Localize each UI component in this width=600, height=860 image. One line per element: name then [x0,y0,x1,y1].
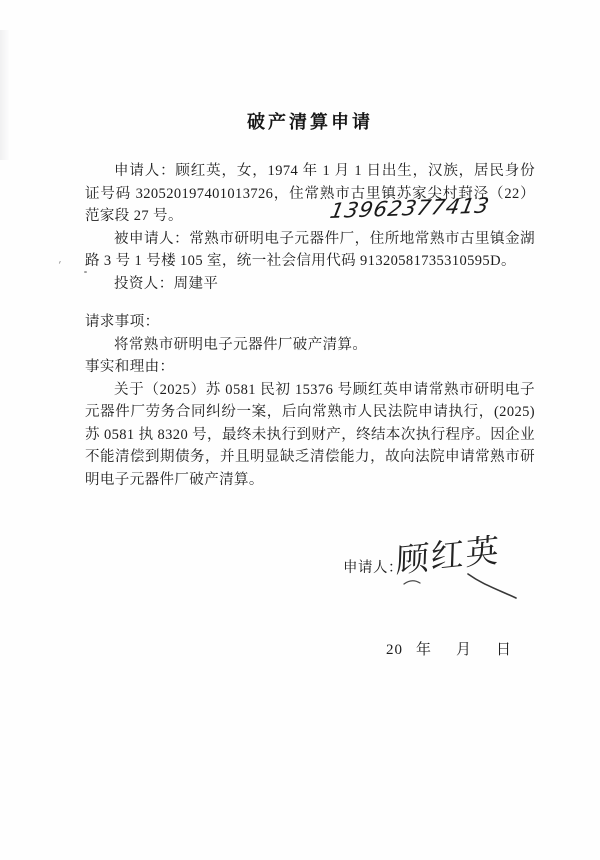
handwritten-signature: 顾红英 [395,533,502,581]
date-line [386,638,512,659]
handwritten-phone-number: 13962377413 [328,193,492,223]
scan-edge-smudge [0,30,10,160]
facts-heading: 事实和理由： [85,359,175,375]
scan-artifact-mark: ʹ [56,257,63,273]
request-heading: 请求事项： [85,314,160,330]
applicant-paragraph: 申请人：顾红英，女，1974 年 1 月 1 日出生，汉族，居民身份证号码 320520197401013726，住常熟市古里镇苏家尖村葑泾（22）范家段 27 号。 [85,163,535,224]
date-year-prefix: 20 [386,642,403,658]
date-month-label: 月 [456,642,473,658]
document-title: 破产清算申请 [247,112,373,132]
date-year-label: 年 [416,642,433,658]
facts-body: 关于（2025）苏 0581 民初 15376 号顾红英申请常熟市研明电子元器件厂劳务合同纠纷一案，后向常熟市人民法院申请执行，(2025)苏 0581 执 8320 号，最终未执行到财产，终结本次执行程序。因企业不能清偿到期债务，并且明显缺乏清偿能力，故向法院申请常熟市研明电子元器件厂破产清算。 [85,381,535,488]
investor-line: 投资人：周建平 [114,275,219,292]
signature-label: 申请人： [343,560,403,576]
date-day-label: 日 [496,642,513,658]
respondent-paragraph: 被申请人：常熟市研明电子元器件厂，住所地常熟市古里镇金湖路 3 号 1 号楼 105 室，统一社会信用代码 91320581735310595D。 [85,230,535,269]
request-body: 将常熟市研明电子元器件厂破产清算。 [114,336,368,353]
